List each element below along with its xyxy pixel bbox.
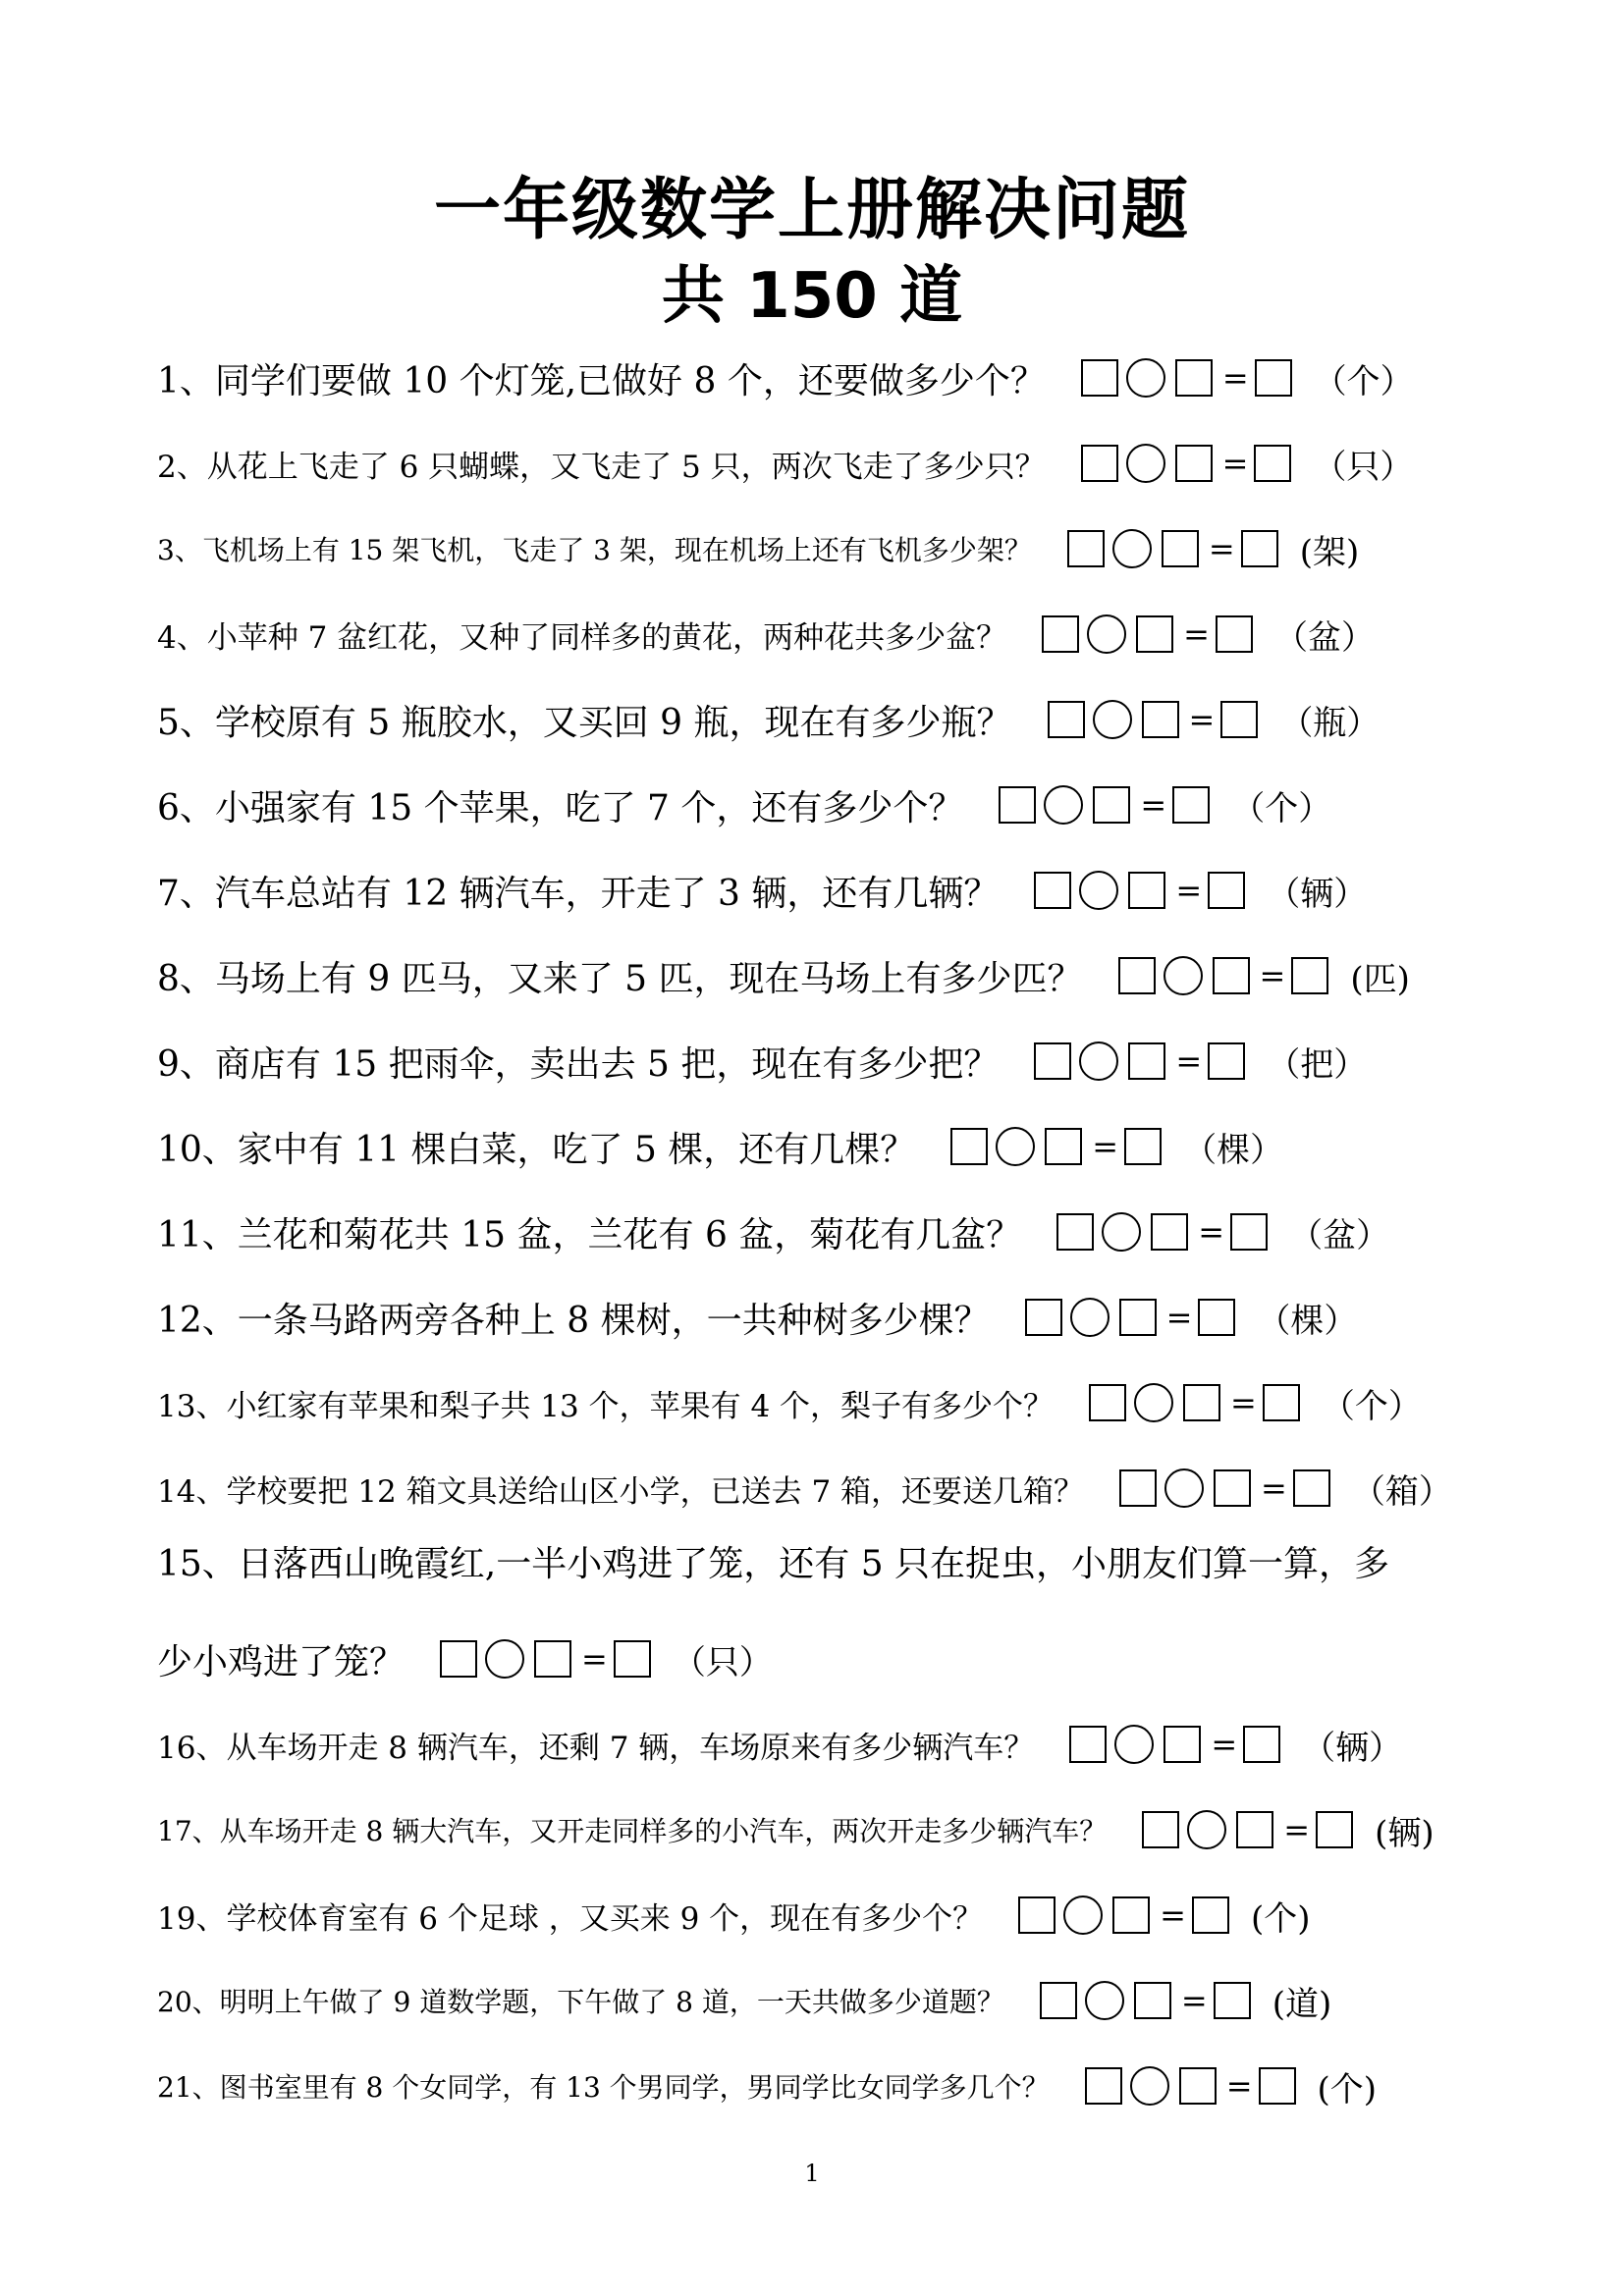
question-text: 21、图书室里有 8 个女同学，有 13 个男同学，男同学比女同学多几个？ xyxy=(157,2071,1050,2104)
question-text: 7、汽车总站有 12 辆汽车，开走了 3 辆，还有几辆？ xyxy=(157,873,1000,914)
answer-box[interactable] xyxy=(1214,1469,1251,1507)
answer-template xyxy=(950,1123,1283,1171)
unit-label: （棵） xyxy=(1183,1130,1284,1170)
unit-label: （辆） xyxy=(1302,1728,1403,1768)
answer-template xyxy=(1034,867,1367,915)
answer-box[interactable] xyxy=(1128,872,1165,909)
operator-circle[interactable] xyxy=(1102,1212,1141,1252)
answer-box[interactable] xyxy=(1183,1384,1220,1421)
result-box[interactable] xyxy=(1316,1811,1353,1848)
unit-label: （把） xyxy=(1267,1044,1368,1085)
answer-box[interactable] xyxy=(534,1640,571,1678)
question-8 xyxy=(157,946,1410,1005)
answer-box[interactable] xyxy=(1089,1384,1126,1421)
equals-sign: = xyxy=(1180,1982,1208,2019)
result-box[interactable] xyxy=(1172,786,1210,824)
answer-template xyxy=(1067,525,1359,573)
result-box[interactable] xyxy=(1254,445,1291,482)
question-11 xyxy=(157,1202,1389,1261)
equals-sign: = xyxy=(1198,1213,1225,1251)
equals-sign: = xyxy=(581,1640,608,1678)
question-text: 3、飞机场上有 15 架飞机，飞走了 3 架，现在机场上还有飞机多少架？ xyxy=(157,534,1032,566)
operator-circle[interactable] xyxy=(1079,871,1118,910)
answer-box[interactable] xyxy=(1175,359,1213,397)
answer-box[interactable] xyxy=(950,1128,988,1165)
answer-box[interactable] xyxy=(1081,359,1118,397)
answer-box[interactable] xyxy=(1025,1299,1062,1336)
question-5 xyxy=(157,690,1380,749)
question-text: 5、学校原有 5 瓶胶水，又买回 9 瓶，现在有多少瓶？ xyxy=(157,702,1012,743)
answer-box[interactable] xyxy=(1119,1299,1157,1336)
answer-box[interactable] xyxy=(1151,1213,1188,1251)
unit-label: （箱） xyxy=(1351,1471,1452,1512)
answer-template xyxy=(1034,1038,1367,1086)
answer-box[interactable] xyxy=(1067,530,1105,567)
equals-sign: = xyxy=(1208,530,1235,567)
answer-box[interactable] xyxy=(1112,1896,1150,1934)
unit-label: （辆） xyxy=(1267,874,1368,914)
result-box[interactable] xyxy=(1241,530,1278,567)
equals-sign: = xyxy=(1225,2067,1253,2105)
operator-circle[interactable] xyxy=(1093,700,1132,739)
answer-template xyxy=(1069,1721,1402,1769)
result-box[interactable] xyxy=(1192,1896,1229,1934)
result-box[interactable] xyxy=(1216,615,1253,653)
unit-label: (个) xyxy=(1250,1898,1311,1939)
question-19 xyxy=(157,1886,1311,1945)
result-box[interactable] xyxy=(1293,1469,1330,1507)
question-3 xyxy=(157,519,1359,578)
answer-box[interactable] xyxy=(1018,1896,1056,1934)
answer-box[interactable] xyxy=(1048,701,1085,738)
question-text: 17、从车场开走 8 辆大汽车，又开走同样多的小汽车，两次开走多少辆汽车？ xyxy=(157,1815,1108,1847)
equals-sign: = xyxy=(1092,1128,1119,1165)
answer-template xyxy=(440,1635,773,1683)
unit-label: （瓶） xyxy=(1279,703,1380,743)
equals-sign: = xyxy=(1175,1042,1203,1080)
answer-box[interactable] xyxy=(1118,957,1156,994)
page-title: 一年级数学上册解决问题 xyxy=(433,172,1190,249)
answer-template xyxy=(1018,1892,1310,1940)
question-14 xyxy=(157,1459,1452,1518)
unit-label: (辆) xyxy=(1375,1813,1435,1853)
answer-box[interactable] xyxy=(1042,615,1079,653)
equals-sign: = xyxy=(1221,359,1249,397)
question-9 xyxy=(157,1032,1367,1091)
operator-circle[interactable] xyxy=(1070,1298,1110,1337)
operator-circle[interactable] xyxy=(1164,1468,1204,1508)
unit-label: （个） xyxy=(1231,788,1332,828)
result-box[interactable] xyxy=(1124,1128,1162,1165)
operator-circle[interactable] xyxy=(1134,1383,1173,1422)
equals-sign: = xyxy=(1261,1469,1287,1507)
question-text: 11、兰花和菊花共 15 盆，兰花有 6 盆，菊花有几盆？ xyxy=(157,1214,1022,1255)
answer-template xyxy=(999,781,1331,829)
result-box[interactable] xyxy=(1291,957,1328,994)
answer-box[interactable] xyxy=(1093,786,1130,824)
operator-circle[interactable] xyxy=(1126,358,1165,398)
equals-sign: = xyxy=(1140,786,1167,824)
operator-circle[interactable] xyxy=(1164,956,1203,995)
question-text: 9、商店有 15 把雨伞，卖出去 5 把，现在有多少把？ xyxy=(157,1043,1000,1085)
unit-label: (道) xyxy=(1272,1984,1332,2024)
answer-box[interactable] xyxy=(1236,1811,1273,1848)
answer-box[interactable] xyxy=(1134,1982,1171,2019)
answer-template xyxy=(1025,1294,1358,1342)
operator-circle[interactable] xyxy=(1112,529,1152,568)
answer-template xyxy=(1040,1977,1331,2025)
unit-label: （盆） xyxy=(1273,617,1375,658)
question-17 xyxy=(157,1800,1435,1859)
question-20 xyxy=(157,1971,1331,2030)
question-15-line-2 xyxy=(157,1629,773,1688)
question-12 xyxy=(157,1288,1357,1347)
answer-box[interactable] xyxy=(1034,1042,1071,1080)
question-text: 6、小强家有 15 个苹果，吃了 7 个，还有多少个？ xyxy=(157,787,964,828)
equals-sign: = xyxy=(1230,1384,1257,1421)
unit-label: （盆） xyxy=(1289,1215,1390,1255)
result-box[interactable] xyxy=(614,1640,651,1678)
question-1 xyxy=(157,348,1414,407)
answer-box[interactable] xyxy=(1128,1042,1165,1080)
operator-circle[interactable] xyxy=(1114,1725,1154,1764)
result-box[interactable] xyxy=(1208,1042,1245,1080)
answer-template xyxy=(1089,1379,1422,1427)
question-6 xyxy=(157,775,1331,834)
equals-sign: = xyxy=(1165,1299,1193,1336)
question-13 xyxy=(157,1373,1422,1432)
answer-template xyxy=(1142,1806,1434,1854)
question-text: 13、小红家有苹果和梨子共 13 个，苹果有 4 个，梨子有多少个？ xyxy=(157,1388,1055,1424)
answer-box[interactable] xyxy=(1040,1982,1077,2019)
equals-sign: = xyxy=(1188,701,1216,738)
answer-box[interactable] xyxy=(1056,1213,1094,1251)
answer-box[interactable] xyxy=(1034,872,1071,909)
answer-box[interactable] xyxy=(999,786,1036,824)
answer-template xyxy=(1085,2062,1377,2110)
result-box[interactable] xyxy=(1259,2067,1296,2105)
operator-circle[interactable] xyxy=(1187,1810,1226,1849)
unit-label: (架) xyxy=(1299,532,1360,572)
question-text: 19、学校体育室有 6 个足球 ，又买来 9 个，现在有多少个？ xyxy=(157,1900,984,1937)
page-number: 1 xyxy=(804,2160,820,2187)
answer-box[interactable] xyxy=(440,1640,477,1678)
equals-sign: = xyxy=(1259,957,1286,994)
question-text: 4、小苹种 7 盆红花，又种了同样多的黄花，两种花共多少盆？ xyxy=(157,619,1007,656)
operator-circle[interactable] xyxy=(1126,444,1165,483)
unit-label: (匹) xyxy=(1350,959,1410,999)
answer-box[interactable] xyxy=(1179,2067,1217,2105)
operator-circle[interactable] xyxy=(1079,1041,1118,1081)
answer-template xyxy=(1056,1208,1389,1256)
question-text: 1、同学们要做 10 个灯笼,已做好 8 个，还要做多少个？ xyxy=(157,360,1046,401)
operator-circle[interactable] xyxy=(1044,785,1083,825)
operator-circle[interactable] xyxy=(1087,614,1126,654)
operator-circle[interactable] xyxy=(996,1127,1035,1166)
answer-box[interactable] xyxy=(1142,701,1179,738)
operator-circle[interactable] xyxy=(1063,1896,1103,1935)
unit-label: (个) xyxy=(1317,2069,1378,2109)
question-text: 12、一条马路两旁各种上 8 棵树，一共种树多少棵？ xyxy=(157,1300,990,1341)
unit-label: （棵） xyxy=(1257,1301,1358,1341)
answer-template xyxy=(1081,354,1414,402)
question-7 xyxy=(157,861,1367,920)
question-10 xyxy=(157,1117,1283,1176)
answer-box[interactable] xyxy=(1069,1726,1107,1763)
question-text: 2、从花上飞走了 6 只蝴蝶，又飞走了 5 只，两次飞走了多少只？ xyxy=(157,449,1046,485)
result-box[interactable] xyxy=(1243,1726,1280,1763)
answer-template xyxy=(1119,1465,1452,1513)
operator-circle[interactable] xyxy=(485,1639,524,1679)
result-box[interactable] xyxy=(1214,1982,1251,2019)
operator-circle[interactable] xyxy=(1130,2066,1169,2106)
answer-template xyxy=(1042,611,1375,659)
unit-label: （个） xyxy=(1321,1386,1422,1426)
question-text: 少小鸡进了笼？ xyxy=(157,1641,406,1682)
result-box[interactable] xyxy=(1208,872,1245,909)
answer-box[interactable] xyxy=(1081,445,1118,482)
equals-sign: = xyxy=(1283,1811,1311,1848)
equals-sign: = xyxy=(1175,872,1203,909)
answer-template xyxy=(1118,952,1410,1000)
unit-label: （只） xyxy=(1313,447,1414,487)
result-box[interactable] xyxy=(1220,701,1258,738)
question-15-line-1: 15、日落西山晚霞红,一半小鸡进了笼，还有 5 只在捉虫，小朋友们算一算，多 xyxy=(157,1544,1390,1584)
unit-label: （个） xyxy=(1313,361,1414,401)
question-text: 16、从车场开走 8 辆汽车，还剩 7 辆，车场原来有多少辆汽车？ xyxy=(157,1730,1035,1766)
question-text: 20、明明上午做了 9 道数学题，下午做了 8 道，一天共做多少道题？ xyxy=(157,1986,1004,2018)
result-box[interactable] xyxy=(1263,1384,1300,1421)
question-16 xyxy=(157,1715,1402,1774)
result-box[interactable] xyxy=(1198,1299,1235,1336)
answer-template xyxy=(1048,696,1380,744)
result-box[interactable] xyxy=(1255,359,1292,397)
answer-box[interactable] xyxy=(1162,530,1199,567)
answer-template xyxy=(1081,440,1414,488)
equals-sign: = xyxy=(1221,445,1249,482)
answer-box[interactable] xyxy=(1175,445,1213,482)
unit-label: （只） xyxy=(672,1642,773,1682)
answer-box[interactable] xyxy=(1045,1128,1082,1165)
answer-box[interactable] xyxy=(1213,957,1250,994)
answer-box[interactable] xyxy=(1085,2067,1122,2105)
operator-circle[interactable] xyxy=(1085,1981,1124,2020)
answer-box[interactable] xyxy=(1142,1811,1179,1848)
question-text: 14、学校要把 12 箱文具送给山区小学，已送去 7 箱，还要送几箱？ xyxy=(157,1473,1085,1510)
question-4 xyxy=(157,605,1375,664)
answer-box[interactable] xyxy=(1119,1469,1157,1507)
answer-box[interactable] xyxy=(1136,615,1173,653)
answer-box[interactable] xyxy=(1164,1726,1201,1763)
page-subtitle: 共 150 道 xyxy=(661,260,963,333)
equals-sign: = xyxy=(1160,1896,1186,1934)
question-2 xyxy=(157,434,1413,493)
question-text: 8、马场上有 9 匹马，又来了 5 匹，现在马场上有多少匹？ xyxy=(157,958,1083,999)
equals-sign: = xyxy=(1211,1726,1238,1763)
question-21 xyxy=(157,2056,1377,2115)
result-box[interactable] xyxy=(1230,1213,1268,1251)
question-text: 10、家中有 11 棵白菜，吃了 5 棵，还有几棵？ xyxy=(157,1129,916,1170)
equals-sign: = xyxy=(1183,615,1210,653)
